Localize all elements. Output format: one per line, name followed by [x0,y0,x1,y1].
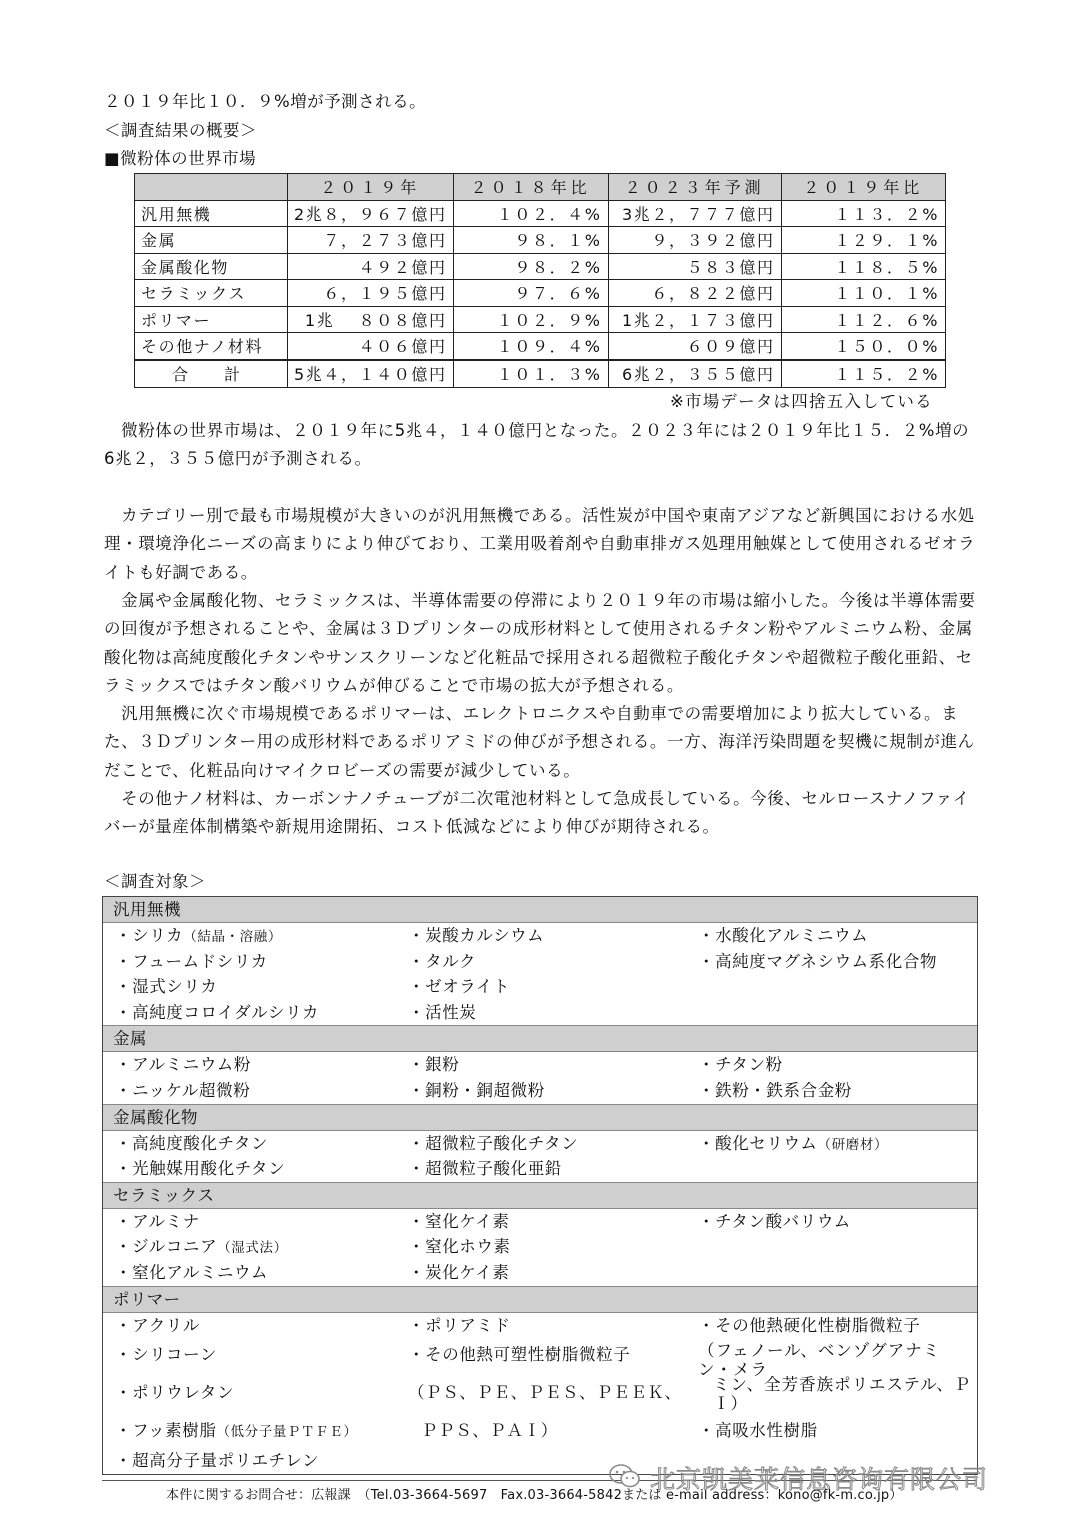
category-cell: 金属 [135,227,288,254]
survey-section-header: 金属 [103,1025,977,1052]
survey-item-label: ・ゼオライト [408,977,511,997]
survey-item-label: ・窒化ケイ素 [408,1211,510,1231]
survey-item-label: ・光触媒用酸化チタン [115,1159,286,1179]
survey-row [103,1338,977,1380]
value-cell: ４０６億円 [288,333,454,360]
value-cell: ６，８２２億円 [608,280,781,307]
paragraph-4: 汎用無機に次ぐ市場規模であるポリマーは、エレクトロニクスや自動車での需要増加により拡大している。また、３Ｄプリンター用の成形材料であるポリアミドの伸びが予想される。一方、海洋汚染問題を契機に規制が進んだことで、化粧品向けマイクロビーズの需要が減少している。 [104,704,975,780]
survey-row [103,1372,977,1414]
survey-item-label: ・ポリウレタン [115,1383,235,1403]
table-header-cell: ２０１９年 [288,174,454,201]
survey-item-label: （フェノール、ベンゾグアナミン・メラ [698,1341,941,1380]
survey-item [408,923,544,949]
intro-line: ２０１９年比１０．９%増が予測される。 [104,92,427,111]
paragraph-5: その他ナノ材料は、カーボンナノチューブが二次電池材料として急成長している。今後、セルロースナノファイバーが量産体制構築や新規用途開拓、コスト低減などにより伸びが期待される。 [104,789,970,837]
survey-row [103,1414,977,1448]
survey-item-label: ミン、全芳香族ポリエステル、ＰＩ） [713,1375,972,1414]
survey-item-label: ・水酸化アルミニウム [698,926,869,945]
survey-item-label: ・チタン粉 [698,1055,783,1075]
table-row [135,280,946,307]
value-cell: 1兆２，１７３億円 [608,306,781,333]
survey-item-label: ・ポリアミド [408,1315,511,1335]
survey-row [103,1209,977,1235]
watermark-text: 北京凯美莱信息咨询有限公司 [650,1465,989,1494]
value-cell: ９，３９２億円 [608,227,781,254]
category-cell: ポリマー [135,306,288,333]
survey-row [103,1234,977,1260]
table-header-cell: ２０２３年予測 [608,174,781,201]
survey-item [408,1338,630,1372]
survey-item [115,1448,319,1474]
survey-row [103,974,977,1000]
footer-contact: 本件に関するお問合せ：広報課 （Tel.03-3664-5697 Fax.03-3664-5842または e-mail address：kono@fk-m.co.jp） [166,1488,903,1503]
value-cell: １５０．０% [781,333,945,360]
table-row [135,306,946,333]
survey-item [408,949,476,975]
survey-item-label: ・超高分子量ポリエチレン [115,1451,320,1471]
survey-section-header: ポリマー [103,1286,977,1313]
survey-item [408,1156,562,1182]
value-cell: １１２．６% [781,306,945,333]
value-cell: １０１．３% [453,360,608,388]
survey-item-label: ・鉄粉・鉄系合金粉 [698,1080,852,1100]
paragraph-1: 微粉体の世界市場は、２０１９年に5兆４，１４０億円となった。２０２３年には２０１９年比１５．２%増の6兆２，３５５億円が予測される。 [104,421,970,469]
survey-item [408,974,510,1000]
survey-item [115,1078,250,1104]
survey-item-label: ・フッ素樹脂 [115,1421,217,1441]
paragraph-2: カテゴリー別で最も市場規模が大きいのが汎用無機である。活性炭が中国や東南アジアなど新興国における水処理・環境浄化ニーズの高まりにより伸びており、工業用吸着剤や自動車排ガス処理用触媒として使用されるゼオライトも好調である。 [104,506,976,582]
value-cell: １１８．５% [781,253,945,280]
value-cell: １１３．２% [781,200,945,227]
value-cell: ９８．２% [453,253,608,280]
survey-row [103,949,977,975]
survey-item [408,1131,578,1157]
survey-item-label: ・チタン酸バリウム [698,1211,851,1231]
survey-section-header: 金属酸化物 [103,1104,977,1131]
category-cell: 合 計 [135,360,288,388]
survey-item [115,1313,200,1339]
survey-item [115,1156,285,1182]
value-cell: 6兆２，３５５億円 [608,360,781,388]
survey-item-label: ・フュームドシリカ [115,951,268,971]
value-cell: ９８．１% [453,227,608,254]
market-table [134,173,946,388]
survey-item-label: ・超微粒子酸化チタン [408,1133,579,1153]
summary-heading: ＜調査結果の概要＞ [104,121,257,140]
survey-item-label: ・活性炭 [408,1002,477,1022]
survey-item-label: ・超微粒子酸化亜鉛 [408,1159,562,1179]
value-cell: ５８３億円 [608,253,781,280]
survey-row [103,1078,977,1104]
wechat-icon [608,1463,642,1489]
survey-item [408,1078,545,1104]
survey-row [103,1260,977,1286]
value-cell: １１５．２% [781,360,945,388]
survey-item-label: ・酸化セリウム [698,1133,818,1153]
table-header-cell [135,174,288,201]
survey-item [698,1414,818,1448]
survey-item [698,1313,920,1339]
survey-row [103,1131,977,1157]
market-note: ※市場データは四捨五入している [670,392,933,411]
survey-row [103,1156,977,1182]
survey-item-label: ・高吸水性樹脂 [698,1421,818,1441]
survey-item [408,1260,509,1286]
survey-item [698,1078,852,1104]
table-row [135,333,946,360]
paragraph-3: 金属や金属酸化物、セラミックスは、半導体需要の停滞により２０１９年の市場は縮小した。今後は半導体需要の回復が予想されることや、金属は３Ｄプリンターの成形材料として使用されるチタン粉やアルミニウム粉、金属酸化物は高純度酸化チタンやサンスクリーンなど化粧品で採用される超微粒子酸化チタンや超微粒子酸化亜鉛、セラミックスではチタン酸バリウムが伸びることで市場の拡大が予想される。 [104,591,976,695]
survey-item [698,1209,851,1235]
survey-item-label: ・アルミニウム粉 [115,1055,251,1075]
value-cell: ６０９億円 [608,333,781,360]
survey-item [408,1372,682,1414]
survey-item-label: ・高純度酸化チタン [115,1133,269,1153]
survey-heading: ＜調査対象＞ [104,872,206,891]
survey-item-note: （低分子量ＰＴＦＥ） [216,1424,358,1441]
value-cell: １０９．４% [453,333,608,360]
survey-item [115,1260,268,1286]
category-cell: 金属酸化物 [135,253,288,280]
survey-item [115,1338,217,1372]
survey-item-label: ・アクリル [115,1315,201,1335]
survey-item-label: ・シリカ [115,926,184,945]
survey-item [115,949,268,975]
table-row [135,200,946,227]
value-cell: 5兆４，１４０億円 [288,360,454,388]
survey-item [115,1209,200,1235]
survey-item [698,949,937,975]
survey-table [102,896,978,1475]
value-cell: 2兆８，９６７億円 [288,200,454,227]
value-cell: 1兆 ８０８億円 [288,306,454,333]
value-cell: ６，１９５億円 [288,280,454,307]
survey-item [408,1209,509,1235]
survey-item [115,1414,357,1449]
table-row [135,227,946,254]
value-cell: ７，２７３億円 [288,227,454,254]
survey-item-label: ＰＰＳ、ＰＡＩ） [421,1421,558,1441]
table-header-cell: ２０１９年比 [781,174,945,201]
survey-item [698,923,868,949]
table-total-row [135,360,946,388]
survey-item [115,1000,319,1026]
survey-item-label: （ＰＳ、ＰＥ、ＰＥＳ、ＰＥＥＫ、 [408,1383,682,1403]
survey-item-note: （研磨材） [817,1136,889,1153]
value-cell: ４９２億円 [288,253,454,280]
survey-item [713,1375,983,1413]
survey-item-label: ・銀粉 [408,1055,460,1075]
survey-item [408,1234,511,1260]
category-cell: その他ナノ材料 [135,333,288,360]
survey-item-label: ・ニッケル超微粉 [115,1080,251,1100]
category-cell: セラミックス [135,280,288,307]
survey-item-label: ・高純度コロイダルシリカ [115,1002,320,1022]
survey-item [698,1052,783,1078]
survey-item-label: ・ジルコニア [115,1237,218,1257]
survey-item-note: （結晶・溶融） [183,929,282,945]
survey-item-label: ・高純度マグネシウム系化合物 [698,951,938,971]
survey-item [115,923,282,951]
value-cell: １０２．９% [453,306,608,333]
table-header-row [135,174,946,201]
value-cell: １２９．１% [781,227,945,254]
survey-row [103,1052,977,1078]
survey-item [115,1131,268,1157]
value-cell: １１０．１% [781,280,945,307]
survey-item-note: （湿式法） [217,1240,288,1257]
survey-item-label: ・炭化ケイ素 [408,1262,510,1282]
survey-item-label: ・シリコーン [115,1345,217,1365]
survey-item [115,974,217,1000]
survey-item [115,1372,234,1414]
survey-row [103,923,977,949]
table-row [135,253,946,280]
survey-item-label: ・炭酸カルシウム [408,926,545,945]
survey-item [115,1234,288,1262]
value-cell: 3兆２，７７７億円 [608,200,781,227]
survey-item [408,1000,476,1026]
survey-section-header: 汎用無機 [103,897,977,923]
survey-item [115,1052,251,1078]
survey-item-label: ・タルク [408,951,477,971]
survey-item-label: ・窒化ホウ素 [408,1237,511,1257]
survey-row [103,1000,977,1026]
survey-item [408,1313,511,1339]
table-header-cell: ２０１８年比 [453,174,608,201]
survey-item-label: ・窒化アルミニウム [115,1262,269,1282]
market-title: ■微粉体の世界市場 [104,149,257,168]
survey-row [103,1313,977,1339]
survey-item [408,1052,459,1078]
survey-item [421,1414,558,1448]
value-cell: ９７．６% [453,280,608,307]
survey-item-label: ・銅粉・銅超微粉 [408,1080,545,1100]
value-cell: １０２．４% [453,200,608,227]
survey-item-label: ・その他熱硬化性樹脂微粒子 [698,1315,921,1335]
category-cell: 汎用無機 [135,200,288,227]
survey-item [698,1131,888,1159]
survey-item-label: ・その他熱可塑性樹脂微粒子 [408,1345,631,1365]
survey-section-header: セラミックス [103,1182,977,1209]
survey-item-label: ・アルミナ [115,1211,200,1231]
survey-item-label: ・湿式シリカ [115,977,218,997]
